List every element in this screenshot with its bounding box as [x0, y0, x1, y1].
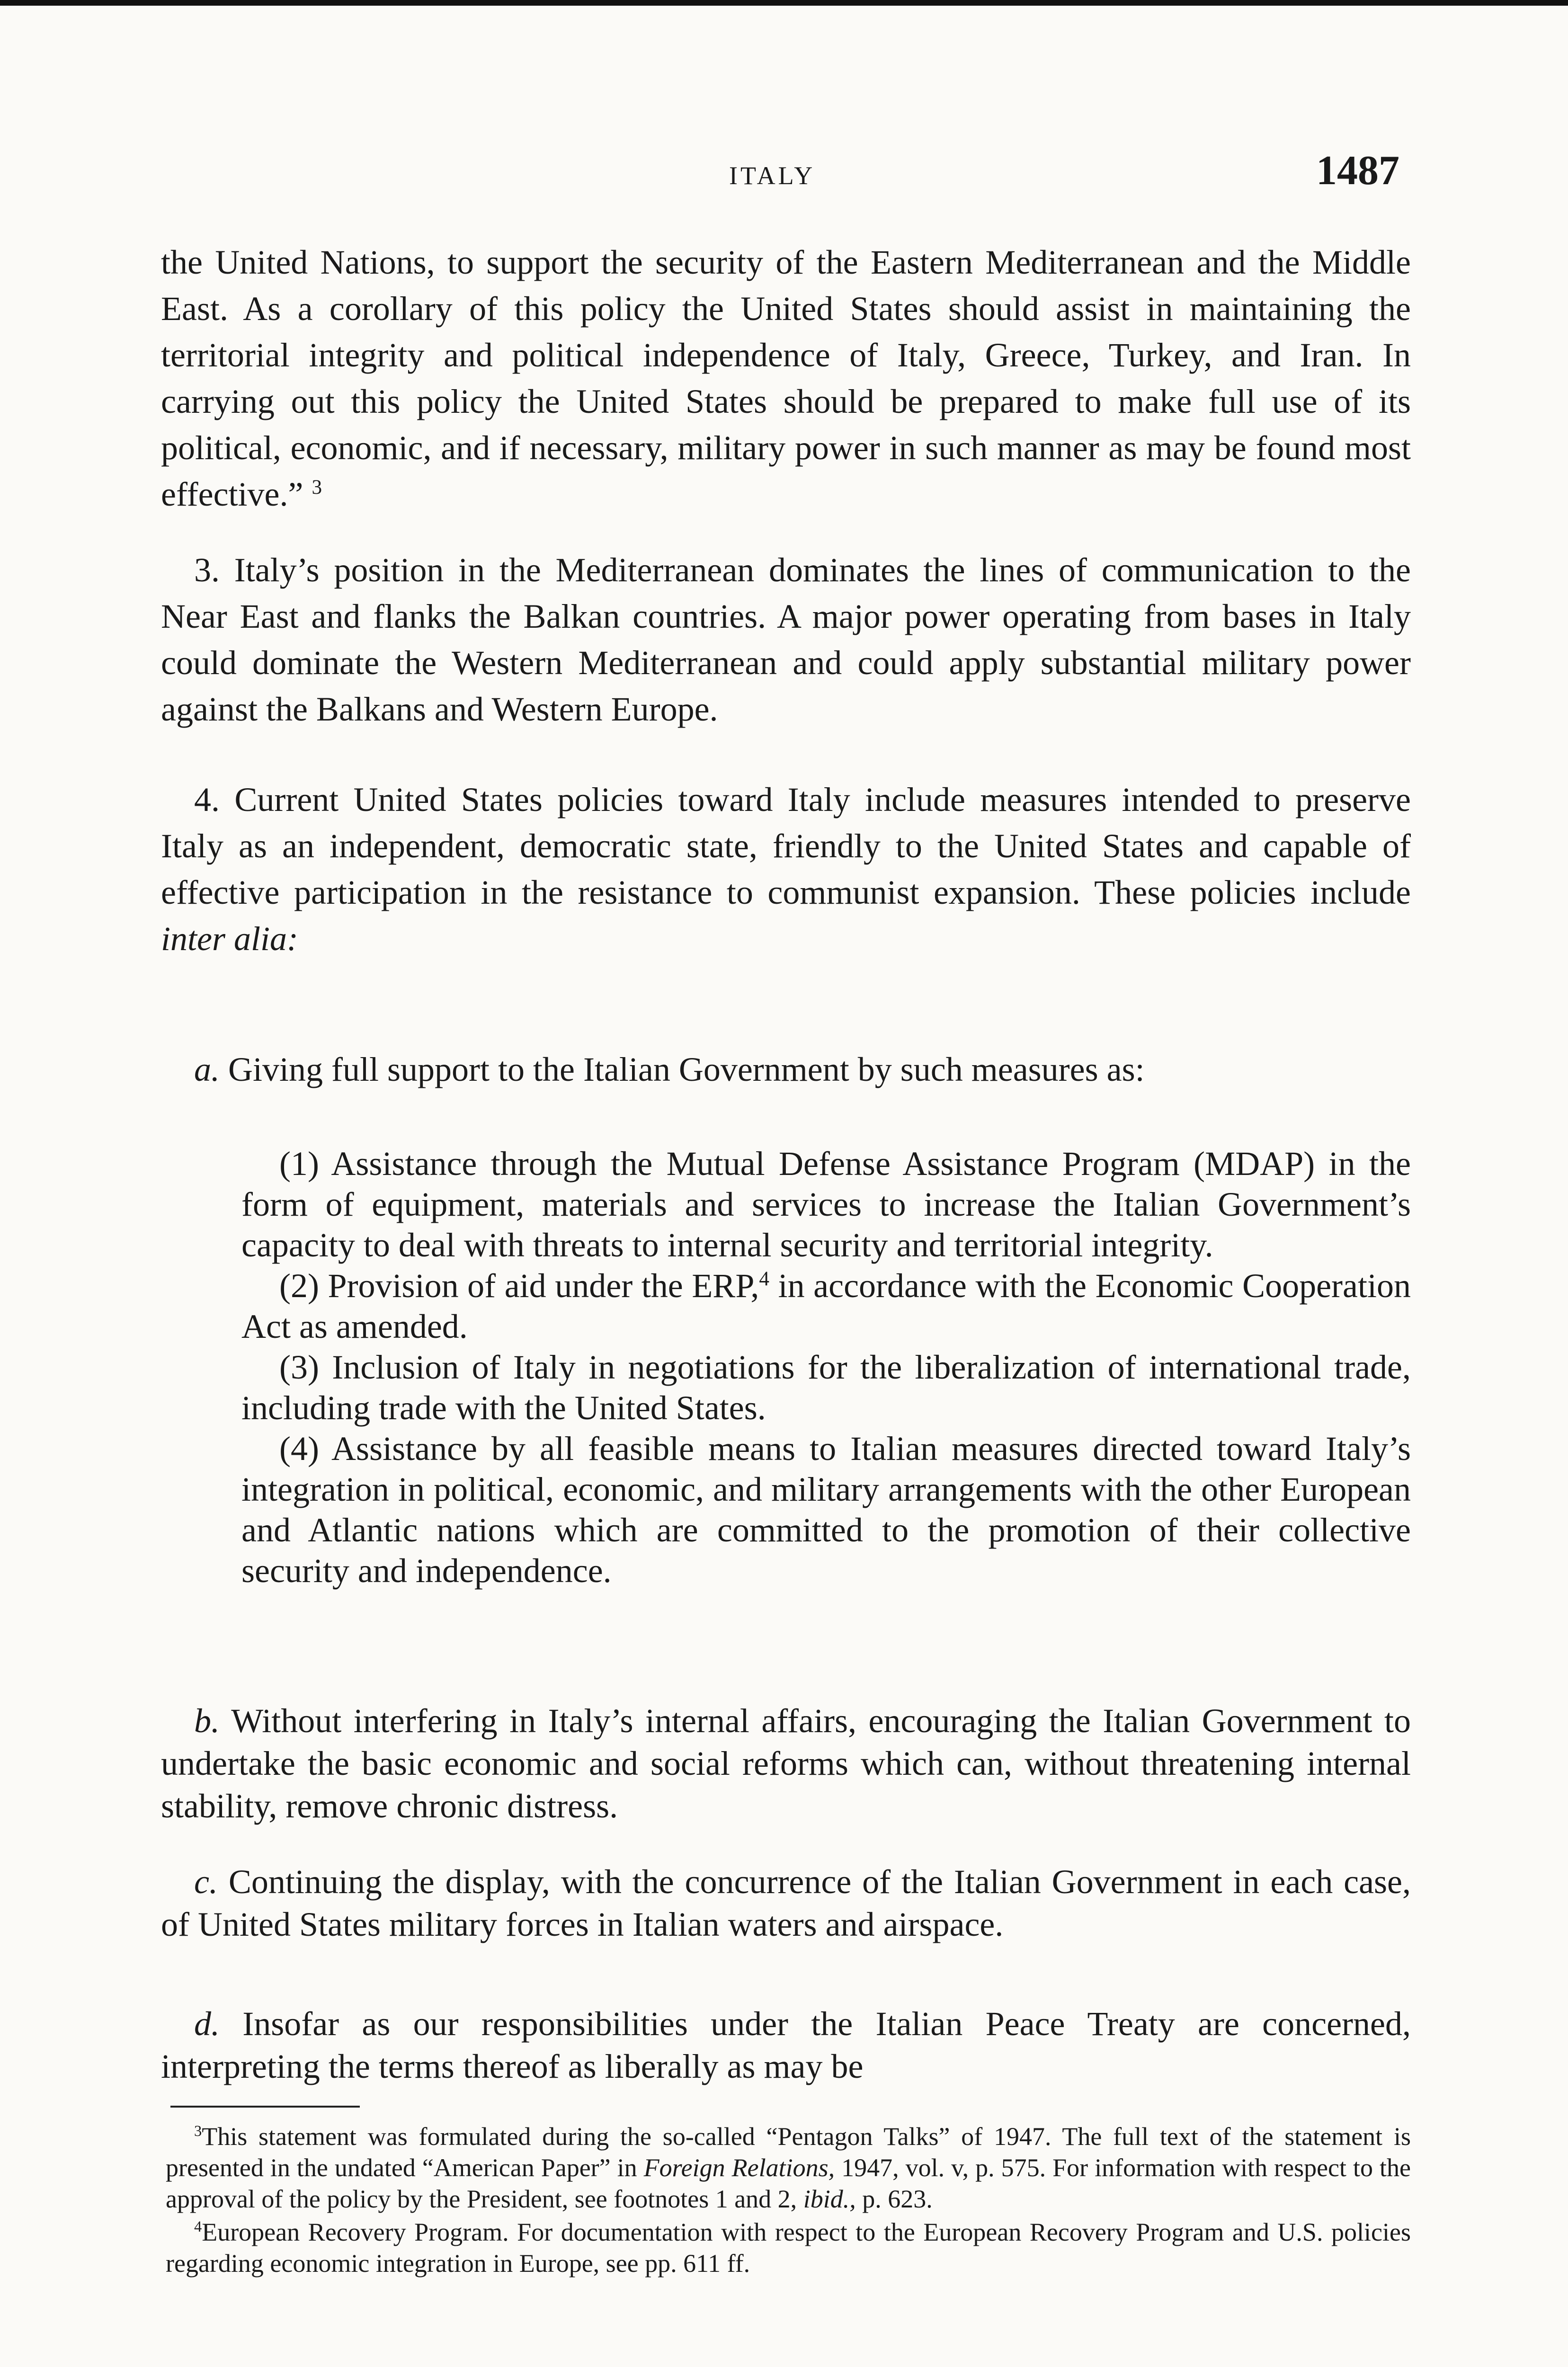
sub-item-2-rest: in accordance with the Economic Cooperation Act as amended. — [241, 1267, 1411, 1345]
item-a — [161, 1046, 1411, 1093]
item-a-letter: a. — [194, 1050, 220, 1088]
item-c-text: Continuing the display, with the concurrence of the Italian Government in each case, of United States military forces in Italian waters and airspace. — [161, 1863, 1411, 1943]
sub-item-1: (1) Assistance through the Mutual Defense Assistance Program (MDAP) in the form of equipment, materials and services to increase the Italian Government’s capacity to deal with threats to internal security and territorial integrity. — [241, 1145, 1411, 1264]
item-b-letter: b. — [194, 1702, 220, 1740]
page-number: 1487 — [1316, 148, 1399, 194]
item-c — [161, 1860, 1411, 1946]
paragraph-continuation — [161, 239, 1411, 517]
sub-item-list — [241, 1143, 1411, 1591]
paragraph-4 — [161, 776, 1411, 962]
footnote-ref-3: 3 — [312, 476, 322, 498]
item-b — [161, 1700, 1411, 1827]
item-b-text: Without interfering in Italy’s internal affairs, encouraging the Italian Government to undertake the basic economic and social reforms which can, without threatening internal stability, remove chronic distress. — [161, 1702, 1411, 1825]
sub-item-4: (4) Assistance by all feasible means to Italian measures directed toward Italy’s integration in political, economic, and military arrangements with the other European and Atlantic nations which are committed to the promotion of their collective security and independence. — [241, 1430, 1411, 1590]
sub-item-2-text: (2) Provision of aid under the ERP, — [279, 1267, 759, 1305]
footnote-3-italic: Foreign Relations, — [643, 2153, 835, 2182]
running-header — [0, 147, 1568, 204]
footnote-3-text-b: 1947, vol. v, p. 575. For information with respect to the approval of the policy by the President, see footnotes 1 and 2, — [166, 2153, 1411, 2213]
item-a-text: Giving full support to the Italian Government by such measures as: — [228, 1050, 1145, 1088]
footnote-3-text-c: p. 623. — [862, 2185, 933, 2213]
footnote-4-text: European Recovery Program. For documentation with respect to the European Recovery Program and U.S. policies regarding economic integration in Europe, see pp. 611 ff. — [166, 2218, 1411, 2278]
footnote-3-text-a: This statement was formulated during the so-called “Pentagon Talks” of 1947. The full text of the statement is presented in the undated “American Paper” in — [166, 2122, 1411, 2182]
running-title: ITALY — [729, 161, 816, 190]
sub-item-2 — [241, 1265, 1411, 1347]
paragraph-4-italic: inter alia: — [161, 920, 298, 958]
footnote-3-mark: 3 — [194, 2123, 202, 2140]
paragraph-4-text: 4. Current United States policies toward Italy include measures intended to preserve Italy as an independent, democratic state, friendly to the United States and capable of effective participation in the resistance to communist expansion. These policies include — [161, 781, 1411, 911]
item-d-text: Insofar as our responsibilities under the Italian Peace Treaty are concerned, interpreting the terms thereof as liberally as may be — [161, 2005, 1411, 2085]
footnotes — [166, 2121, 1411, 2279]
item-c-letter: c. — [194, 1863, 218, 1901]
item-d-letter: d. — [194, 2005, 220, 2043]
footnote-3 — [166, 2121, 1411, 2215]
footnote-ref-4: 4 — [759, 1268, 769, 1290]
footnote-3-ibid: ibid., — [803, 2185, 856, 2213]
footnote-4 — [166, 2216, 1411, 2279]
top-border-rule — [0, 0, 1568, 6]
footnote-divider — [170, 2106, 360, 2108]
paragraph-continuation-text: the United Nations, to support the security of the Eastern Mediterranean and the Middle East. As a corollary of this policy the United States should assist in maintaining the territorial integrity and political independence of Italy, Greece, Turkey, and Iran. In carrying out this policy the United States should be prepared to make full use of its political, economic, and if necessary, military power in such manner as may be found most effective.” — [161, 243, 1411, 513]
sub-item-3: (3) Inclusion of Italy in negotiations for the liberalization of international trade, including trade with the United States. — [241, 1348, 1411, 1427]
footnote-4-mark: 4 — [194, 2218, 202, 2235]
item-d — [161, 2002, 1411, 2088]
paragraph-3: 3. Italy’s position in the Mediterranean dominates the lines of communication to the Near East and flanks the Balkan countries. A major power operating from bases in Italy could dominate the Western Mediterranean and could apply substantial military power against the Balkans and Western Europe. — [161, 551, 1411, 728]
